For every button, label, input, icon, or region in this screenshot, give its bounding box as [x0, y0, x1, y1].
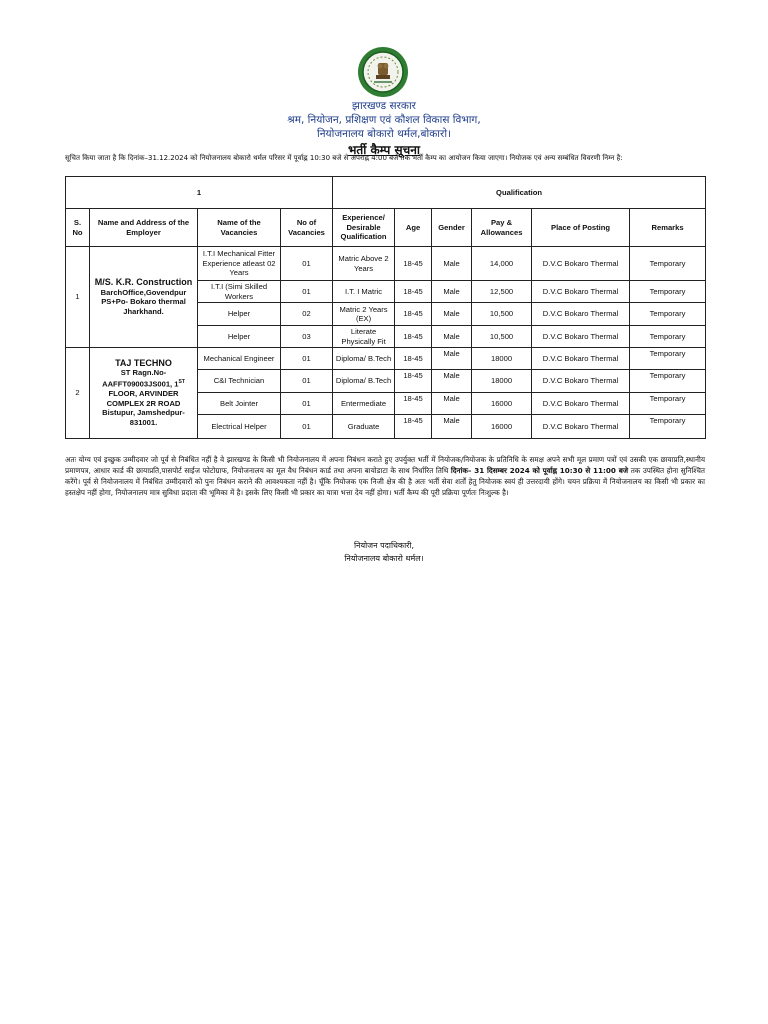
vacancy-place: D.V.C Bokaro Thermal [532, 370, 630, 393]
vacancy-name: Mechanical Engineer [198, 348, 281, 370]
vacancy-age: 18-45 [395, 281, 432, 303]
table-row [66, 348, 706, 370]
col-header-vacancy: Name of the Vacancies [198, 209, 281, 247]
intro-text: सूचित किया जाता है कि दिनांक–31.12.2024 को नियोजनालय बोकारो थर्मल परिसर में पूर्वाह्न 10:30 बजे से अपराह्न 4:00 बजे तक भर्ती कैम्प का आयोजन किया जाएगा। नियोजक एवं अन्य सम्बंधित विवरणी निम्न है: [65, 154, 623, 162]
vacancy-gender: Male [432, 348, 472, 370]
vacancy-gender: Male [432, 415, 472, 439]
state-name: झारखण्ड सरकार [352, 100, 416, 112]
employer-address: ST Ragn.No-AAFFT09003JS001, 1ST FLOOR, ARVINDER COMPLEX 2R ROAD [102, 368, 185, 408]
vacancy-name: Helper [198, 326, 281, 348]
vacancy-place: D.V.C Bokaro Thermal [532, 281, 630, 303]
vacancy-age: 18-45 [395, 348, 432, 370]
employer-sno: 2 [66, 348, 90, 439]
vacancy-remarks: Temporary [630, 247, 706, 281]
vacancy-place: D.V.C Bokaro Thermal [532, 247, 630, 281]
vacancy-place: D.V.C Bokaro Thermal [532, 348, 630, 370]
vacancy-age: 18-45 [395, 393, 432, 415]
vacancy-remarks: Temporary [630, 393, 706, 415]
vacancy-gender: Male [432, 281, 472, 303]
vacancy-gender: Male [432, 393, 472, 415]
vacancy-pay: 16000 [472, 415, 532, 439]
department-name: श्रम, नियोजन, प्रशिक्षण एवं कौशल विकास विभाग, [287, 114, 481, 126]
employer-address: BarchOffice,Govendpur PS+Po- Bokaro thermal Jharkhand. [100, 287, 187, 316]
col-header-employer: Name and Address of the Employer [90, 209, 198, 247]
employer-name: M/S. K.R. Construction [94, 277, 193, 287]
vacancy-qualification: Matric Above 2 Years [333, 247, 395, 281]
vacancy-count: 01 [281, 348, 333, 370]
instructions-paragraph: अतः योग्य एवं इच्छुक उम्मीदवार जो पूर्व से निबंधित नहीं है वे झारखण्ड के किसी भी नियोजनालय में अपना निबंधन कराते हुए उपर्युक्त भर्ती में नियोजक/नियोजक के प्रतिनिधि के समक्ष अपने सभी मूल प्रमाण पत्रों एवं उसकी एक छायाप्रति,स्थानीय प्रमाणपत्र, आधार कार्ड की छायाप्रति,पासपोर्ट साईज फोटोग्राफ, नियोजनालय का मूल वैध निबंधन कार्ड तथा अपना बायोडाटा के साथ निर्धारित तिथि दिनांक– 31 दिसम्बर 2024 को पूर्वाह्न 10:30 से 11:00 बजे तक उपस्थित होना सुनिश्चित करेंगे। पूर्व से नियोजनालय में निबंधित उम्मीदवारों को पुनः निबंधन कराने की आवश्यकता नहीं है। चूँकि नियोजक एक निजी क्षेत्र की है अतः भर्ती सेवा शर्तों हेतु नियोजक स्वयं ही उत्तरदायी होंगे। चयन प्रक्रिया में नियोजनालय का किसी भी प्रकार का हस्तक्षेप नहीं होगा, नियोजनालय मात्र सुविधा प्रदाता की भूमिका में है। इसके लिए किसी भी प्रकार का यात्रा भत्ता देय नहीं होगा। भर्ती कैम्प की पूरी प्रक्रिया पूर्णतः निःशुल्क है। [65, 455, 705, 497]
col-header-sno: S. No [66, 209, 90, 247]
vacancy-gender: Male [432, 370, 472, 393]
notice-title: भर्ती कैम्प सूचना [347, 143, 421, 157]
vacancy-name: I.T.I Mechanical Fitter Experience atleast 02 Years [198, 247, 281, 281]
vacancy-remarks: Temporary [630, 326, 706, 348]
employer-address-city: Bistupur, Jamshedpur-831001. [102, 408, 185, 427]
vacancy-table [65, 176, 706, 439]
vacancy-name: Belt Jointer [198, 393, 281, 415]
vacancy-name: C&I Technician [198, 370, 281, 393]
vacancy-name: I.T.I (Simi Skilled Workers [198, 281, 281, 303]
employer-details [90, 247, 198, 348]
qualification-group-header: Qualification [333, 177, 706, 209]
vacancy-count: 01 [281, 415, 333, 439]
vacancy-age: 18-45 [395, 370, 432, 393]
col-header-gender: Gender [432, 209, 472, 247]
vacancy-remarks: Temporary [630, 303, 706, 326]
vacancy-qualification: Diploma/ B.Tech [333, 348, 395, 370]
col-header-place: Place of Posting [532, 209, 630, 247]
government-emblem-icon [357, 46, 409, 98]
signatory-office: नियोजनालय बोकारो थर्मल। [344, 554, 424, 563]
vacancy-count: 01 [281, 370, 333, 393]
vacancy-place: D.V.C Bokaro Thermal [532, 326, 630, 348]
employer-details [90, 348, 198, 439]
vacancy-name: Electrical Helper [198, 415, 281, 439]
vacancy-remarks: Temporary [630, 370, 706, 393]
vacancy-qualification: Matric 2 Years (EX) [333, 303, 395, 326]
vacancy-pay: 10,500 [472, 326, 532, 348]
col-header-count: No of Vacancies [281, 209, 333, 247]
col-header-remarks: Remarks [630, 209, 706, 247]
vacancy-qualification: Diploma/ B.Tech [333, 370, 395, 393]
vacancy-pay: 10,500 [472, 303, 532, 326]
vacancy-place: D.V.C Bokaro Thermal [532, 303, 630, 326]
col-header-pay: Pay & Allowances [472, 209, 532, 247]
vacancy-qualification: I.T. I Matric [333, 281, 395, 303]
vacancy-count: 01 [281, 247, 333, 281]
vacancy-remarks: Temporary [630, 281, 706, 303]
vacancy-pay: 12,500 [472, 281, 532, 303]
vacancy-pay: 16000 [472, 393, 532, 415]
vacancy-age: 18-45 [395, 326, 432, 348]
col-header-qualification: Experience/ Desirable Qualification [333, 209, 395, 247]
vacancy-place: D.V.C Bokaro Thermal [532, 415, 630, 439]
vacancy-gender: Male [432, 303, 472, 326]
vacancy-qualification: Literate Physically Fit [333, 326, 395, 348]
vacancy-remarks: Temporary [630, 348, 706, 370]
vacancy-count: 03 [281, 326, 333, 348]
vacancy-remarks: Temporary [630, 415, 706, 439]
vacancy-name: Helper [198, 303, 281, 326]
vacancy-pay: 18000 [472, 348, 532, 370]
vacancy-age: 18-45 [395, 303, 432, 326]
vacancy-pay: 18000 [472, 370, 532, 393]
signatory-designation: नियोजन पदाधिकारी, [353, 541, 415, 550]
vacancy-pay: 14,000 [472, 247, 532, 281]
vacancy-gender: Male [432, 247, 472, 281]
vacancy-count: 01 [281, 393, 333, 415]
vacancy-qualification: Entermediate [333, 393, 395, 415]
employer-name: TAJ TECHNO [115, 357, 172, 368]
vacancy-count: 01 [281, 281, 333, 303]
office-name: नियोजनालय बोकारो थर्मल,बोकारो। [316, 128, 452, 140]
table-row [66, 247, 706, 281]
vacancy-qualification: Graduate [333, 415, 395, 439]
vacancy-gender: Male [432, 326, 472, 348]
vacancy-count: 02 [281, 303, 333, 326]
employer-sno: 1 [66, 247, 90, 348]
vacancy-place: D.V.C Bokaro Thermal [532, 393, 630, 415]
group-col-header: 1 [66, 177, 333, 209]
vacancy-age: 18-45 [395, 415, 432, 439]
col-header-age: Age [395, 209, 432, 247]
vacancy-age: 18-45 [395, 247, 432, 281]
date-time-highlight: दिनांक– 31 दिसम्बर 2024 को पूर्वाह्न 10:30 से 11:00 बजे [450, 466, 629, 475]
